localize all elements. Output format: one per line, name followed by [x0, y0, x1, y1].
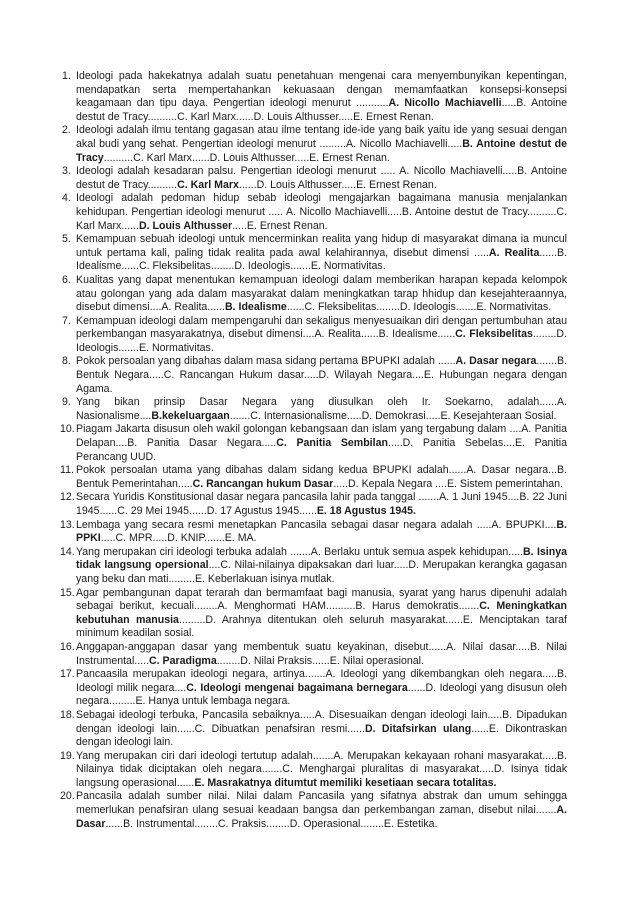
answer-key-text: E. 18 Agustus 1945.	[316, 505, 416, 517]
question-text: Pancasila adalah sumber nilai. Nilai dalam Pancasila yang sifatnya abstrak dan umum sehingga memerlukan penafsiran ulang sesuai keadaan bangsa dan perkembangan zaman, disebut nilai.......	[76, 790, 567, 817]
question-number: 10.	[60, 423, 75, 436]
question-item	[62, 519, 567, 546]
question-item	[62, 546, 567, 587]
question-number: 2.	[62, 124, 71, 137]
question-number: 17.	[60, 668, 75, 681]
question-text: Pokok persoalan utama yang dibahas dalam sidang kedua BPUPKI adalah......A. Dasar negara...B. Bentuk Pemerintahan.....	[76, 464, 567, 490]
question-text: Yang merupakan ciri ideologi terbuka adalah .......A. Berlaku untuk semua aspek kehidupan.....	[76, 545, 524, 558]
question-item	[62, 315, 567, 356]
question-text: ......B. Instrumental........C. Praksis........D. Operasional........E. Estetika.	[105, 817, 438, 830]
question-text: ......B. Idealisme......C. Fleksibelitas........D. Ideologis.......E. Normativitas.	[76, 246, 568, 273]
question-text: Anggapan-anggapan dasar yang membentuk suatu keyakinan, disebut......A. Nilai dasar.....B. Nilai Instrumental.....	[76, 640, 567, 667]
question-text: Lembaga yang secara resmi menetapkan Pancasila sebagai dasar negara adalah .....A. BPUPKI....	[76, 518, 557, 531]
answer-key-text: A. Dasar negara	[455, 355, 537, 368]
question-number: 16.	[60, 640, 75, 653]
question-text: .....C. MPR.....D. KNIP.......E. MA.	[100, 532, 257, 545]
answer-key-text: B. Idealisme	[224, 301, 287, 314]
question-item	[62, 124, 567, 165]
question-text: ......E. Dikontraskan dengan ideologi lain.	[76, 722, 568, 749]
question-text: ......D. Louis Althusser.....E. Ernest Renan.	[238, 178, 437, 191]
answer-key-text: C. Panitia Sembilan	[276, 437, 388, 450]
answer-key-text: C. Rancangan hukum Dasar	[192, 477, 334, 490]
question-text: Yang merupakan ciri dari ideologi tertutup adalah.......A. Merupakan kekayaan rohani masyarakat.....B. Nilainya tidak diciptakan oleh negara.......C. Menghargai pluralitas di masyarakat.....D. Isinya tidak langsung operasional......	[76, 749, 567, 789]
answer-key-text: A. Realita	[488, 246, 540, 259]
question-text: ........D. Ideologis.......E. Normativitas.	[76, 328, 567, 354]
question-text: .......B. Bentuk Negara.....C. Rancangan Hukum dasar.....D. Wilayah Negara....E. Hubungan negara dengan Agama.	[76, 355, 567, 395]
question-item	[62, 423, 567, 464]
answer-key-text: C. Ideologi mengenai bagaimana bernegara	[186, 681, 408, 694]
question-text: Kemampuan ideologi dalam mempengaruhi dan sekaligus menyesuaikan diri dengan pertumbuhan atau perkembangan masyarakatnya, disebut dimensi....A. Realita......B. Idealisme......	[76, 314, 567, 341]
question-text: ....C. Nilai-nilainya dipaksakan dari luar.....D. Merupakan kerangka gagasan yang beku dan mati.........E. Keberlakuan isinya mutlak.	[76, 559, 567, 585]
answer-key-text: D. Louis Althusser	[138, 219, 233, 232]
question-item	[62, 192, 567, 233]
question-item	[62, 274, 567, 315]
question-item	[62, 491, 567, 518]
question-list	[62, 70, 567, 831]
question-text: .....E. Ernest Renan.	[232, 219, 328, 232]
question-text: ........D. Nilai Praksis......E. Nilai operasional.	[216, 654, 424, 667]
question-number: 4.	[62, 192, 71, 205]
question-text: ..........C. Karl Marx......D. Louis Althusser.....E. Ernest Renan.	[103, 151, 390, 164]
question-item	[62, 790, 567, 831]
question-text: Kualitas yang dapat menentukan kemampuan ideologi dalam memberikan harapan kepada kelompok atau golongan yang ada dalam masyarakat dalam meningkatkan tarap hhidup dan kesejahteraannya, disebut dimensi....A. Realita......	[76, 273, 567, 314]
question-text: .....D. Panitia Sebelas....E. Panitia Perancang UUD.	[76, 437, 567, 463]
answer-key-text: C. Karl Marx	[177, 178, 239, 191]
question-number: 9.	[62, 396, 71, 409]
question-number: 20.	[60, 790, 75, 803]
question-item	[62, 587, 567, 641]
question-item	[62, 233, 567, 274]
question-number: 8.	[62, 355, 71, 368]
question-text: Ideologi adalah ilmu tentang gagasan atau ilme tentang ide-ide yang baik yaitu ide yang sesuai dengan akal budi yang sehat. Pengertian ideologi menurut .........A. Nicollo Machiavelli.....	[76, 124, 567, 150]
question-text: .....B. Antoine destut de Tracy..........C. Karl Marx......D. Louis Althusser.....E. Ernest Renan.	[76, 97, 568, 123]
question-text: .....D. Kepala Negara ....E. Sistem pemerintahan.	[333, 477, 563, 490]
question-text: ......C. Fleksibelitas........D. Ideologis.......E. Normativitas.	[286, 301, 552, 314]
question-text: Pancaasila merupakan ideologi negara, artinya.......A. Ideologi yang dikembangkan oleh negara.....B. Ideologi milik negara....	[76, 668, 567, 694]
question-number: 13.	[60, 518, 75, 531]
answer-key-text: B. PPKI	[76, 518, 567, 545]
answer-key-text: A. Dasar	[76, 804, 567, 830]
answer-key-text: B. Antoine destut de Tracy	[76, 137, 567, 164]
question-number: 5.	[62, 233, 71, 246]
question-item	[62, 641, 567, 668]
question-text: Pokok persoalan yang dibahas dalam masa sidang pertama BPUPKI adalah ......	[76, 355, 456, 368]
question-text: Sebagai ideologi terbuka, Pancasila sebaiknya.....A. Disesuaikan dengan ideologi lain.....B. Dipadukan dengan ideologi lain......C. Dibuatkan penafsiran resmi......	[76, 708, 567, 735]
question-text: Agar pembangunan dapat terarah dan bermamfaat bagi manusia, syarat yang harus dipenuhi adalah sebagai berikut, kecuali........A. Menghormati HAM..........B. Harus demokratis.......	[76, 586, 567, 613]
answer-key-text: C. Paradigma	[149, 654, 217, 667]
question-number: 3.	[62, 165, 71, 178]
question-item	[62, 70, 567, 124]
question-item	[62, 464, 567, 491]
question-text: Secara Yuridis Konstitusional dasar negara pancasila lahir pada tanggal .......A. 1 Juni 1945....B. 22 Juni 1945......C. 29 Mei 1945......D. 17 Agustus 1945......	[76, 491, 567, 517]
question-number: 12.	[60, 491, 75, 504]
answer-key-text: C. Fleksibelitas	[455, 328, 533, 341]
question-number: 14.	[60, 545, 75, 558]
question-item	[62, 668, 567, 709]
question-item	[62, 709, 567, 750]
answer-key-text: A. Nicollo Machiavelli	[388, 97, 502, 110]
question-item	[62, 396, 567, 423]
question-text: Kemampuan sebuah ideologi untuk mencerminkan realita yang hidup di masyarakat dimana ia muncul untuk pertama kali, paling tidak realita pada awal kelahirannya, disebut dimensi .....	[76, 233, 567, 259]
question-text: Yang bikan prinsip Dasar Negara yang diusulkan oleh Ir. Soekarno, adalah......A. Nasionalisme....	[76, 396, 567, 422]
question-text: Ideologi pada hakekatnya adalah suatu penetahuan mengenai cara menyembunyikan kepentingan, mendapatkan serta mempertahankan kekuasaan dengan memamfaatkan konsepsi-konsepsi keagamaan dan tipu daya. Pengertian ideologi menurut ...........	[76, 70, 567, 110]
question-text: Ideologi adalah kesadaran palsu. Pengertian ideologi menurut ..... A. Nicollo Machiavelli.....B. Antoine destut de Tracy..........	[76, 165, 567, 191]
question-number: 11.	[60, 464, 74, 477]
question-item	[62, 750, 567, 791]
question-number: 19.	[60, 749, 75, 762]
answer-key-text: E. Masrakatnya ditumtut memiliki kesetiaan secara totalitas.	[194, 776, 497, 789]
question-text: Ideologi adalah pedoman hidup sebab ideologi mengajarkan bagaimana manusia menjalankan kehidupan. Pengertian ideologi menurut ..... A. Nicollo Machiavelli.....B. Antoine destut de Tracy..........C. Karl Marx......	[76, 192, 567, 232]
answer-key-text: B.kekeluargaan	[151, 409, 230, 422]
answer-key-text: C. Meningkatkan kebutuhan manusia	[76, 600, 567, 626]
question-text: Piagam Jakarta disusun oleh wakil golongan kebangsaan dan islam yang tergabung dalam ....A. Panitia Delapan....B. Panitia Dasar Negara.....	[76, 423, 567, 450]
question-text: ......D. Ideologi yang disusun oleh negara.........E. Hanya untuk lembaga negara.	[76, 681, 567, 708]
question-item	[62, 165, 567, 192]
question-number: 1.	[62, 70, 71, 82]
question-number: 6.	[62, 273, 71, 286]
answer-key-text: B. Isinya tidak langsung opersional	[76, 545, 567, 572]
question-number: 18.	[60, 708, 75, 721]
question-text: .......C. Internasionalisme.....D. Demokrasi.....E. Kesejahteraan Sosial.	[229, 409, 557, 422]
answer-key-text: D. Ditafsirkan ulang	[364, 722, 472, 735]
question-number: 15.	[60, 586, 75, 599]
question-item	[62, 355, 567, 396]
question-text: .........D. Arahnya ditentukan oleh seluruh masyarakat......E. Menciptakan taraf minimum keadilan sosial.	[76, 613, 567, 640]
question-number: 7.	[62, 314, 71, 327]
